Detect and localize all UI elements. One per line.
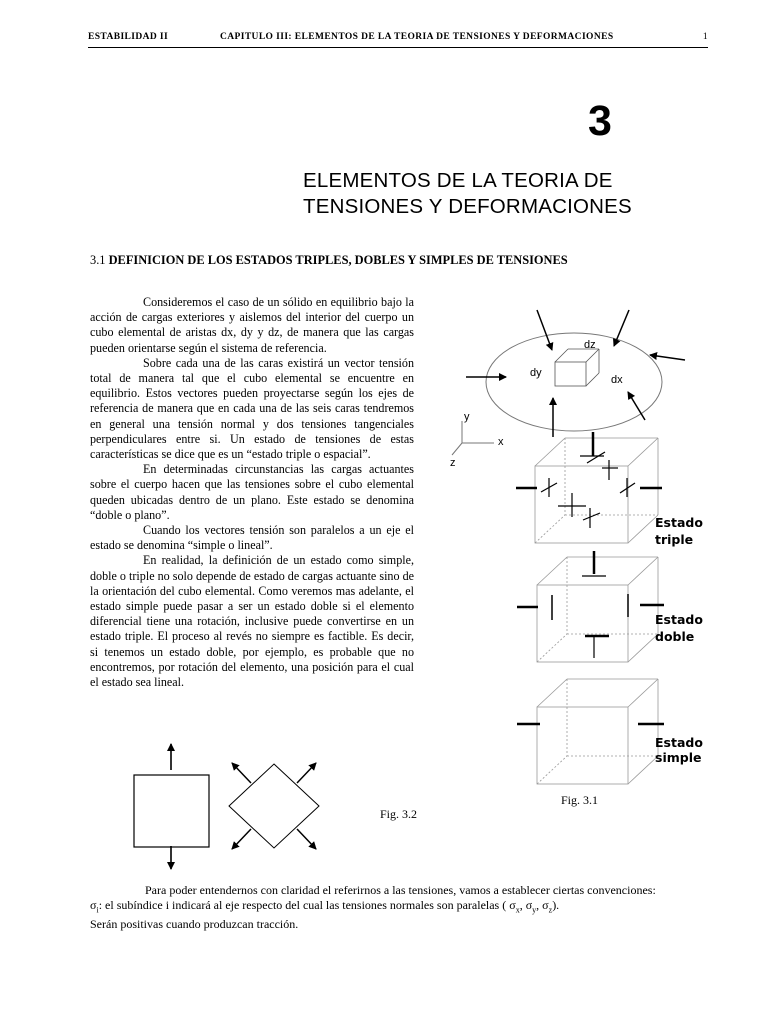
label-estado-simple-1: Estado [655, 735, 703, 750]
axis-z-label: z [450, 457, 456, 469]
section-title: DEFINICION DE LOS ESTADOS TRIPLES, DOBLES Y SIMPLES DE TENSIONES [108, 253, 568, 267]
label-estado-triple-1: Estado [655, 515, 703, 530]
paragraph: En determinadas circunstancias las cargas actuantes sobre el cuerpo hacen que las tensiones sobre el cubo elemental queden ubicadas dentro de un plano. Este estado se denomina “doble o plano”. [90, 462, 414, 522]
label-estado-triple-2: triple [655, 532, 694, 547]
cube-triple [516, 432, 662, 543]
fig32-square [134, 744, 209, 869]
label-dz: dz [584, 339, 596, 351]
label-estado-simple-2: simple [655, 750, 702, 765]
header-course: ESTABILIDAD II [88, 32, 169, 42]
paragraph: Consideremos el caso de un sólido en equilibrio bajo la acción de cargas exteriores y aislemos del interior del cuerpo un cubo elemental de aristas dx, dy y dz, de manera que las cargas pueden orientarse según el sistema de referencia. [90, 295, 414, 355]
sigma-subscript: i [96, 905, 99, 915]
axis-y-label: y [464, 411, 470, 423]
section-number: 3.1 [90, 253, 106, 267]
label-estado-doble-2: doble [655, 629, 695, 644]
sigma-y-sub: y [532, 905, 537, 915]
fig32-rotated-element [229, 763, 319, 849]
paragraph: Sobre cada una de las caras existirá un vector tensión total de manera tal que el cubo elemental se encuentre en equilibrio. Estos vectores pueden proyectarse según los ejes de referencia de manera que en cada una de las seis caras tendremos en general una tensión normal y dos tensiones tangenciales perpendiculares entre si. Un estado de tensiones de estas características se dice que es un “estado triple o espacial”. [90, 355, 414, 462]
sigma-x-sub: x [515, 905, 520, 915]
paragraph: Cuando los vectores tensión son paralelos a un eje el estado se denomina “simple o lineal”. [90, 523, 414, 553]
sigma-convention: $\sigma_i$: el subíndice i indicará al eje respecto del cual las tensiones normales son paralelas ( $\sigma_x$, $\sigma_y$, $\sigma_z$). [90, 898, 560, 915]
sigma-symbol: σ [90, 898, 97, 912]
fig-3-2-caption: Fig. 3.2 [380, 807, 418, 821]
axis-x-label: x [498, 436, 504, 448]
label-estado-doble-1: Estado [655, 612, 703, 627]
conventions-text [90, 883, 710, 932]
reference-axes [452, 421, 494, 455]
sigma-convention-text: : el subíndice i indicará al eje respecto del cual las tensiones normales son paralelas ( [98, 898, 507, 912]
chapter-title-line-1: ELEMENTOS DE LA TEORIA DE [303, 169, 613, 192]
sigma-z-sub: z [548, 905, 553, 915]
sigma-convention-end: ). [552, 898, 560, 912]
label-dx: dx [611, 374, 623, 386]
sign-convention: Serán positivas cuando produzcan tracción. [90, 917, 299, 932]
cube-simple [517, 679, 664, 784]
conventions-intro: Para poder entendernos con claridad el referirnos a las tensiones, vamos a establecer ciertas convenciones: [145, 883, 656, 897]
chapter-number: 3 [588, 97, 612, 145]
cube-doble [517, 551, 664, 662]
fig31-solid-body [466, 310, 685, 437]
page-number: 1 [702, 32, 708, 42]
paragraph: En realidad, la definición de un estado como simple, doble o triple no solo depende de estado de cargas actuante sino de la orientación del cubo elemental. Como veremos mas adelante, el estado simple puede pasar a ser un estado doble si el elemento diferencial tiene una rotación, inclusive puede convertirse en un estado triple. El proceso al revés no siempre es factible. Es decir, si tenemos un estado doble, por ejemplo, es probable que no encontremos, por rotación del elemento, una posición para el cual el estado sea lineal. [90, 553, 414, 690]
header-chapter: CAPITULO III: ELEMENTOS DE LA TEORIA DE TENSIONES Y DEFORMACIONES [220, 32, 614, 42]
fig-3-1-caption: Fig. 3.1 [561, 793, 599, 807]
chapter-title-line-2: TENSIONES Y DEFORMACIONES [303, 195, 632, 218]
label-dy: dy [530, 367, 542, 379]
